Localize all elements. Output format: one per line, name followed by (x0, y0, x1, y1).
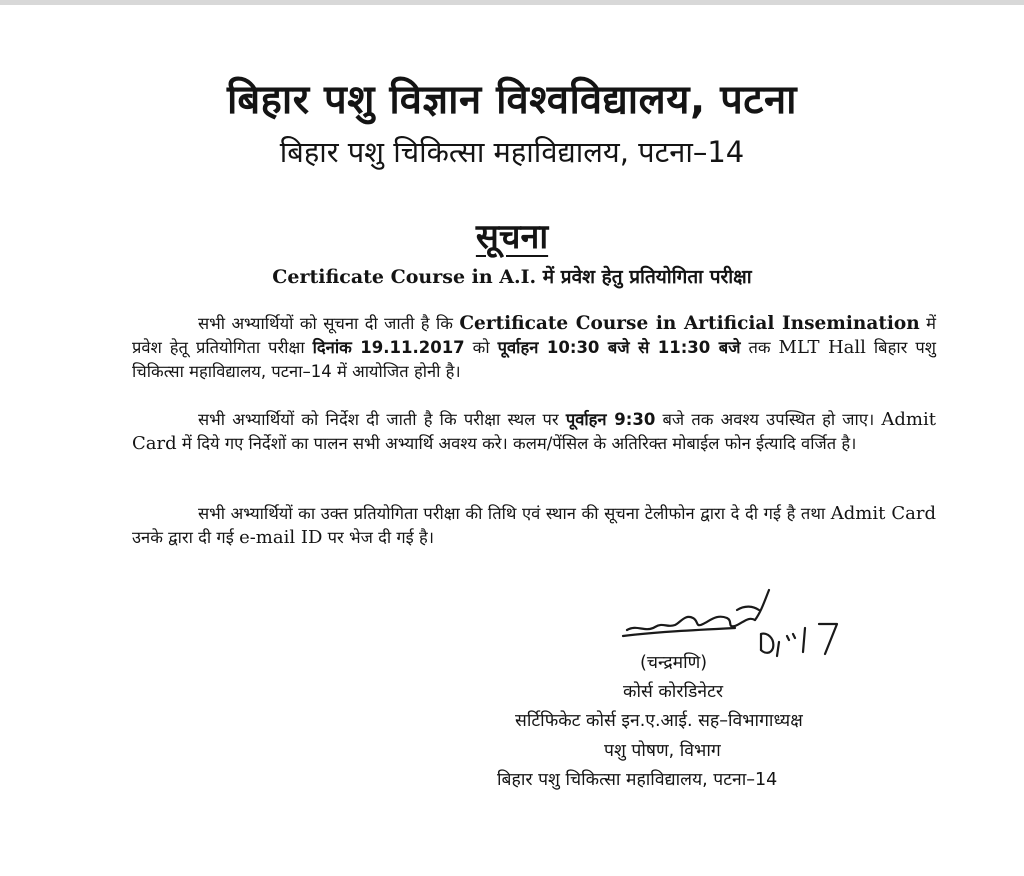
signatory-division: पशु पोषण, विभाग (604, 741, 721, 761)
paragraph-exam-schedule (132, 312, 936, 384)
p2-text-1: सभी अभ्यार्थियों को निर्देश दी जाती है कि परीक्षा स्थल पर (198, 410, 566, 429)
p2-text-2: बजे तक अवश्य उपस्थित हो जाए। (655, 410, 882, 429)
signatory-role: कोर्स कोरडिनेटर (623, 682, 724, 702)
paragraph-communication (132, 502, 936, 550)
reporting-time: पूर्वाहन 9:30 (565, 410, 656, 429)
paragraph-instructions (132, 408, 936, 456)
admit-card-term-2: Admit Card (830, 503, 937, 524)
p1-text-4: तक (740, 338, 779, 357)
p1-text-2: में प्रवेश हेतू प्रतियोगिता परीक्षा (132, 314, 936, 357)
p2-text-3: में दिये गए निर्देशों का पालन सभी अभ्यार्थि अवश्य करे। कलम/पेंसिल के अतिरिक्त मोबाईल फोन ईत्यादि वर्जित है। (176, 434, 857, 453)
exam-date: दिनांक 19.11.2017 (312, 338, 465, 357)
college-name: बिहार पशु चिकित्सा महाविद्यालय, पटना–14 (279, 135, 745, 169)
course-name: Certificate Course in Artificial Insemination (459, 313, 920, 334)
notice-subtitle (0, 263, 1024, 289)
admit-card-term: Admit Card (132, 409, 936, 454)
notice-title-text: सूचना (475, 217, 549, 257)
subtitle-text: में प्रवेश हेतु प्रतियोगिता परीक्षा (536, 266, 752, 288)
university-name: बिहार पशु विज्ञान विश्वविद्यालय, पटना (226, 77, 798, 123)
signatory-department: सर्टिफिकेट कोर्स इन.ए.आई. सह–विभागाध्यक्ष (515, 711, 803, 731)
signatory-name: (चन्द्रमणि) (640, 653, 708, 673)
exam-hall: MLT Hall (778, 337, 866, 358)
p3-text-3: पर भेज दी गई है। (322, 528, 435, 547)
p1-text-3: को (464, 338, 498, 357)
notice-title (0, 212, 1024, 258)
p1-text-1: सभी अभ्यार्थियों को सूचना दी जाती है कि (198, 314, 460, 333)
scan-edge (0, 0, 1024, 5)
exam-time: पूर्वाहन 10:30 बजे से 11:30 बजे (497, 338, 741, 357)
subtitle-course: Certificate Course in A.I. (272, 266, 537, 288)
p3-text-2: उनके द्वारा दी गई (132, 528, 240, 547)
p3-text-1: सभी अभ्यार्थियों का उक्त प्रतियोगिता परीक्षा की तिथि एवं स्थान की सूचना टेलीफोन द्वारा दे दी गई है तथा (198, 504, 831, 523)
p1-text-5: बिहार पशु चिकित्सा महाविद्यालय, पटना–14 में आयोजित होनी है। (132, 338, 936, 381)
signatory-college: बिहार पशु चिकित्सा महाविद्यालय, पटना–14 (497, 770, 778, 790)
email-term: e-mail ID (239, 527, 323, 548)
